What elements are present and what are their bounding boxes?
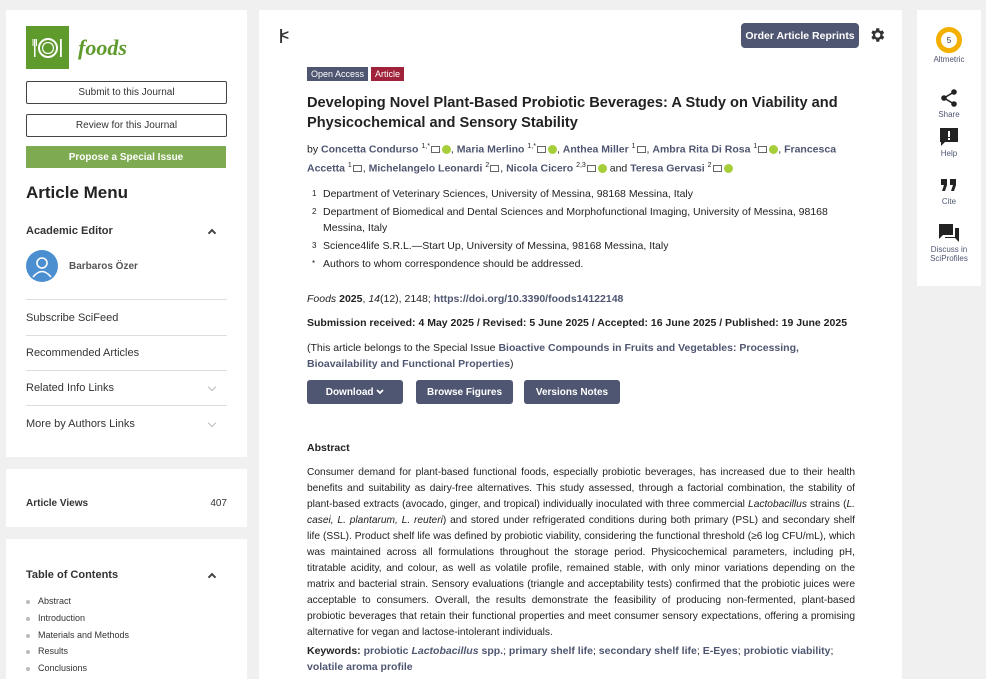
affiliation: 1 Department of Veterinary Sciences, University of Messina, 98168 Messina, Italy: [312, 188, 694, 200]
affiliation: 3 Science4life S.R.L.—Start Up, University of Messina, 98168 Messina, Italy: [312, 240, 669, 252]
order-reprints-button[interactable]: Order Article Reprints: [741, 23, 859, 48]
orcid-icon[interactable]: [724, 164, 733, 173]
article-menu-title: Article Menu: [26, 183, 129, 202]
publication-dates: Submission received: 4 May 2025 / Revised: 5 June 2025 / Accepted: 16 June 2025 / Published: 19 June 2025: [307, 317, 848, 329]
divider: [26, 335, 227, 336]
keywords: Keywords: probiotic Lactobacillus spp.; primary shelf life; secondary shelf life; E-Eyes; probiotic viability; volatile aroma profile: [307, 645, 834, 673]
review-for-journal-button[interactable]: Review for this Journal: [26, 114, 227, 137]
author-name[interactable]: Maria Merlino: [456, 143, 525, 156]
author-name[interactable]: Ambra Rita Di Rosa: [652, 143, 751, 156]
author-name[interactable]: Michelangelo Leonardi: [368, 162, 483, 174]
share-icon: [939, 88, 959, 108]
chevron-up-icon[interactable]: [208, 573, 216, 581]
author-name[interactable]: Nicola Cicero: [506, 162, 574, 174]
abstract-heading: Abstract: [307, 442, 350, 454]
academic-editor-toggle[interactable]: Academic Editor: [26, 225, 113, 237]
right-toolbar: [917, 10, 981, 286]
chevron-up-icon[interactable]: [208, 229, 216, 237]
toc-item[interactable]: Introduction: [26, 613, 129, 630]
toc-list: [26, 596, 129, 679]
browse-figures-button[interactable]: Browse Figures: [416, 380, 513, 404]
share-button[interactable]: Share: [917, 88, 981, 119]
toc-title[interactable]: Table of Contents: [26, 569, 119, 581]
editor-name-link[interactable]: Barbaros Özer: [69, 261, 138, 272]
chevron-down-icon: [376, 389, 384, 395]
special-issue-link[interactable]: Bioactive Compounds in Fruits and Vegetables: Processing, Bioavailability and Functional Properties: [307, 342, 799, 370]
toc-item[interactable]: Abstract: [26, 596, 129, 613]
journal-name: foods: [78, 34, 127, 60]
author-list: by Concetta Condurso $^{1,*}$ , Maria Merlino $^{1,*}$ , Anthea Miller $^1$ , Ambra Rita Di Rosa $^1$ , Francesca Accetta $^1$ , Michelangelo Leonardi $^2$ , Nicola Cicero $^{2,3}$ and Teresa Gervasi $^2$: [307, 143, 837, 174]
submit-to-journal-button[interactable]: Submit to this Journal: [26, 81, 227, 104]
orcid-icon[interactable]: [598, 164, 607, 173]
altmetric-donut-icon: [936, 27, 962, 53]
collapse-sidebar-icon[interactable]: |<: [279, 27, 286, 44]
email-icon[interactable]: [587, 165, 596, 172]
affiliations: [307, 186, 837, 274]
special-issue-note: (This article belongs to the Special Issue Bioactive Compounds in Fruits and Vegetables: Processing, Bioavailability and Functional Properties): [307, 342, 799, 370]
email-icon[interactable]: [353, 165, 362, 172]
article-views-label: Article Views: [26, 498, 89, 509]
divider: [26, 405, 227, 406]
open-access-badge: Open Access: [307, 67, 368, 81]
orcid-icon[interactable]: [442, 145, 451, 154]
author-name[interactable]: Teresa Gervasi: [630, 162, 705, 174]
chevron-down-icon[interactable]: [208, 383, 216, 391]
badges: [307, 67, 404, 81]
email-icon[interactable]: [713, 165, 722, 172]
help-button[interactable]: Help: [917, 127, 981, 158]
affiliation: 2 Department of Biomedical and Dental Sciences and Morphofunctional Imaging, University of Messina, 98168 Messina, Italy: [312, 206, 828, 234]
email-icon[interactable]: [431, 146, 440, 153]
divider: [26, 299, 227, 300]
keyword-link[interactable]: primary shelf life: [508, 645, 593, 657]
article-views-value: 407: [210, 498, 227, 509]
citation: Foods 2025, 14(12), 2148; https://doi.org/10.3390/foods14122148: [307, 293, 624, 305]
table-of-contents-card: [6, 539, 247, 679]
keyword-link[interactable]: probiotic viability: [743, 645, 831, 657]
fork-plate-icon: [26, 26, 69, 69]
email-icon[interactable]: [758, 146, 767, 153]
divider: [26, 370, 227, 371]
author-name[interactable]: Concetta Condurso: [321, 143, 419, 156]
doi-link[interactable]: https://doi.org/10.3390/foods14122148: [433, 293, 624, 305]
article-main: [259, 10, 902, 679]
toc-item[interactable]: Materials and Methods: [26, 630, 129, 647]
author-name[interactable]: Francesca Accetta: [307, 143, 837, 174]
more-by-authors-toggle[interactable]: More by Authors Links: [26, 418, 135, 430]
propose-special-issue-button[interactable]: Propose a Special Issue: [26, 146, 226, 168]
email-icon[interactable]: [490, 165, 499, 172]
article-views-card: [6, 469, 247, 527]
orcid-icon[interactable]: [548, 145, 557, 154]
left-sidebar: [6, 10, 247, 457]
subscribe-scifeed-link[interactable]: Subscribe SciFeed: [26, 312, 119, 324]
gear-icon[interactable]: [868, 26, 886, 44]
chevron-down-icon[interactable]: [208, 419, 216, 427]
related-info-links-toggle[interactable]: Related Info Links: [26, 382, 115, 394]
download-button[interactable]: Download: [307, 380, 403, 404]
svg-text:5: 5: [946, 36, 952, 45]
author-name[interactable]: Anthea Miller: [562, 143, 629, 156]
email-icon[interactable]: [637, 146, 646, 153]
journal-logo[interactable]: [26, 26, 127, 69]
article-type-badge: Article: [371, 67, 404, 81]
cite-button[interactable]: Cite: [917, 177, 981, 206]
versions-notes-button[interactable]: Versions Notes: [524, 380, 620, 404]
email-icon[interactable]: [537, 146, 546, 153]
discuss-icon: [938, 223, 960, 243]
keyword-link[interactable]: E-Eyes: [702, 645, 738, 657]
quote-icon: [939, 177, 959, 195]
toc-item[interactable]: Results: [26, 646, 129, 663]
help-icon: [939, 127, 959, 147]
altmetric-widget[interactable]: 5 Altmetric: [917, 27, 981, 64]
editor-avatar[interactable]: [26, 250, 58, 282]
recommended-articles-link[interactable]: Recommended Articles: [26, 347, 140, 359]
toc-item[interactable]: Conclusions: [26, 663, 129, 679]
orcid-icon[interactable]: [769, 145, 778, 154]
affiliation: * Authors to whom correspondence should be addressed.: [312, 258, 584, 270]
keyword-link[interactable]: volatile aroma profile: [307, 661, 413, 673]
keyword-link[interactable]: secondary shelf life: [598, 645, 697, 657]
abstract-text: Consumer demand for plant-based functional foods, especially probiotic beverages, has increased due to their health benefits and suitability as dairy-free alternatives. This study assessed, through a factorial combination, the stability of plant-based extracts (avocado, ginger, and tropical) individually inoculated with three commercial Lactobacillus strains (L. casei, L. plantarum, L. reuteri) and stored under refrigerated conditions during both primary (PSL) and secondary shelf life (SSL). Product shelf life was defined by probiotic viability, considering the functional threshold (≥6 log CFU/mL), which was maintained across all formulations throughout the storage period. Physicochemical parameters, including pH, titratable acidity, and colour, as well as volatile profile, remained stable, with only minor variations depending on the matrix and bacterial strain. Sensory evaluations (triangle and acceptability tests) confirmed that the probiotic juices were acceptable to consumers. Overall, the results demonstrate the feasibility of producing non-fermented, plant-based probiotic beverages that retain their functional properties and meet consumer sensory expectations, offering a promising alternative for vegan and lactose-intolerant individuals.: [307, 467, 855, 638]
discuss-sciprofiles-button[interactable]: Discuss in SciProfiles: [917, 223, 981, 263]
article-title: Developing Novel Plant-Based Probiotic Beverages: A Study on Viability and Physicochemical and Sensory Stability: [307, 95, 838, 131]
keyword-link[interactable]: probiotic Lactobacillus spp.: [363, 645, 504, 657]
